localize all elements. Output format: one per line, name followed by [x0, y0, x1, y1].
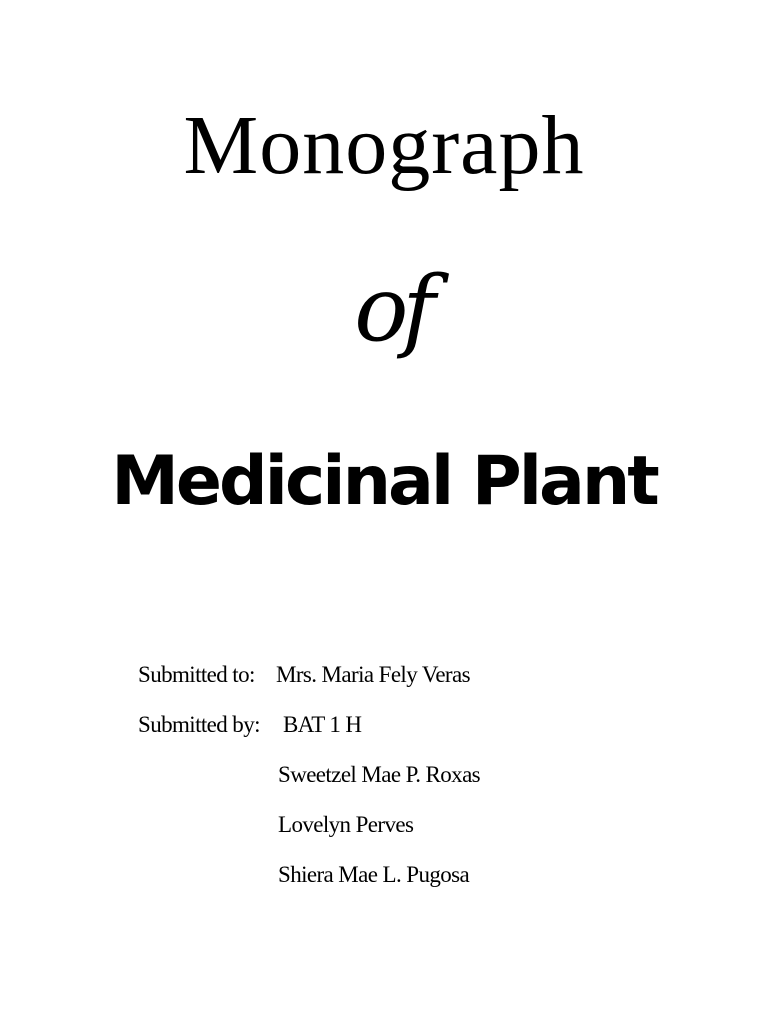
member-name: Sweetzel Mae P. Roxas: [278, 762, 481, 787]
section-name: BAT 1 H: [283, 712, 362, 737]
member-name: Shiera Mae L. Pugosa: [278, 862, 470, 887]
title-monograph: Monograph: [183, 99, 585, 192]
title-of: of: [354, 257, 430, 362]
submitted-to-label: Submitted to:: [138, 662, 255, 687]
title-medicinal-plant: Medicinal Plant: [111, 442, 657, 521]
teacher-name: Mrs. Maria Fely Veras: [276, 662, 470, 687]
submitted-by-row: [138, 710, 538, 740]
submitted-by-label: Submitted by:: [138, 712, 260, 737]
submitted-to-row: [138, 660, 538, 690]
member-name: Lovelyn Perves: [278, 812, 414, 837]
